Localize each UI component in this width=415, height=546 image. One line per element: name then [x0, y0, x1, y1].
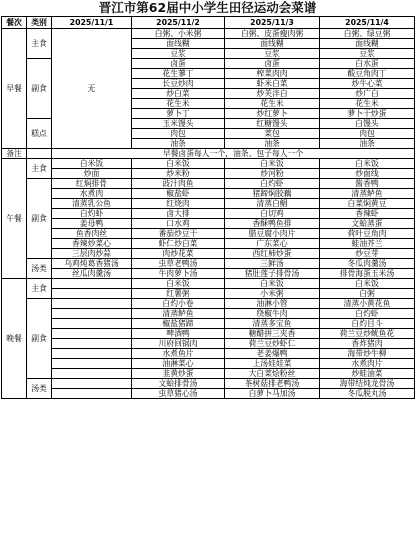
dish-cell: 白灼目斗: [320, 319, 415, 329]
dish-cell: 香辣炒菜心: [52, 239, 132, 249]
dish-cell: 酸豆角肉丁: [320, 69, 415, 79]
dish-cell: 豆浆: [132, 49, 225, 59]
dish-cell: 红焖排骨: [52, 179, 132, 189]
menu-title: 晋江市第62届中小学生田径运动会菜谱: [98, 0, 317, 15]
empty-cell: [52, 349, 132, 359]
empty-cell: [52, 359, 132, 369]
dish-cell: 海带炒牛柳: [320, 349, 415, 359]
dish-cell: 白灼小卷: [132, 299, 225, 309]
dish-cell: 肉包: [320, 129, 415, 139]
table-row: [2, 289, 415, 299]
dish-cell: 丝瓜肉羹汤: [52, 269, 132, 279]
dish-cell: 文蛤排骨汤: [132, 379, 225, 389]
dish-cell: 虾仁炒白菜: [132, 239, 225, 249]
dish-cell: 炒白菜: [132, 89, 225, 99]
dish-cell: 茶树菇排老鸭汤: [225, 379, 320, 389]
note-blank: [27, 149, 52, 159]
dish-cell: 猪蹄焖胶藕: [225, 189, 320, 199]
dish-cell: 三鲜汤: [225, 259, 320, 269]
dish-cell: 白粥、皮蛋瘦肉粥: [225, 29, 320, 39]
table-row: [2, 299, 415, 309]
dish-cell: 油条: [320, 139, 415, 149]
dish-cell: 白米饭: [320, 159, 415, 169]
dish-cell: 荷叶豆角肉: [320, 229, 415, 239]
dish-cell: 卤蛋: [225, 59, 320, 69]
header-date-3: 2025/11/3: [225, 17, 320, 29]
dish-cell: 炒面线: [320, 169, 415, 179]
dish-cell: 川府回锅肉: [132, 339, 225, 349]
dish-cell: 水煮肉片: [320, 359, 415, 369]
empty-cell: [52, 319, 132, 329]
dish-cell: 香辣虾: [320, 209, 415, 219]
empty-cell: [52, 279, 132, 289]
header-date-4: 2025/11/4: [320, 17, 415, 29]
dish-cell: 菜包: [225, 129, 320, 139]
table-row: [2, 209, 415, 219]
dinner-soup-label: 汤类: [27, 379, 52, 399]
empty-cell: [52, 389, 132, 399]
dish-cell: 玉米馒头: [132, 119, 225, 129]
dish-cell: 乌鸡炖葛香猪汤: [52, 259, 132, 269]
dish-cell: 红薯粥: [132, 289, 225, 299]
dish-cell: 花生米: [320, 99, 415, 109]
empty-cell: [52, 379, 132, 389]
dish-cell: 豆浆: [320, 49, 415, 59]
breakfast-staple-label: 主食: [27, 29, 52, 59]
dish-cell: 上汤娃娃菜: [225, 359, 320, 369]
dish-cell: 萝卜干炒蛋: [320, 109, 415, 119]
empty-cell: [52, 289, 132, 299]
dish-cell: 面线糊: [225, 39, 320, 49]
empty-cell: [52, 329, 132, 339]
breakfast-side-label: 副食: [27, 59, 52, 119]
dish-cell: 海带结炖龙骨汤: [320, 379, 415, 389]
table-row: [2, 379, 415, 389]
table-row: [2, 269, 415, 279]
table-row: [2, 239, 415, 249]
table-row: [2, 219, 415, 229]
dish-cell: 红烧肉: [132, 199, 225, 209]
table-row: [2, 229, 415, 239]
breakfast-label: 早餐: [2, 29, 27, 149]
table-row: [2, 369, 415, 379]
dish-cell: 姜母鸭: [52, 219, 132, 229]
table-row: [2, 259, 415, 269]
dish-cell: 韭黄炒蛋: [132, 369, 225, 379]
dish-cell: 清蒸小黄花鱼: [320, 299, 415, 309]
dish-cell: 豉汁肉鱼: [132, 179, 225, 189]
dish-cell: 老姜爆鸭: [225, 349, 320, 359]
dish-cell: 小米粥: [225, 289, 320, 299]
dish-cell: 榨菜肉肉: [225, 69, 320, 79]
dinner-staple-label: 主食: [27, 279, 52, 299]
dish-cell: 蛙油芥兰: [320, 239, 415, 249]
note-text: 早餐卤蛋每人一个，油条、包子每人一个: [52, 149, 415, 159]
dish-cell: 白米饭: [320, 279, 415, 289]
menu-table: [1, 16, 415, 399]
table-row: [2, 359, 415, 369]
dish-cell: 香炸猪肉: [320, 339, 415, 349]
empty-cell: [52, 369, 132, 379]
dish-cell: 肉包: [132, 129, 225, 139]
dish-cell: 炒牛心菜: [320, 79, 415, 89]
dish-cell: 酱香鸭: [320, 179, 415, 189]
dish-cell: 白灼虾: [225, 179, 320, 189]
lunch-label: 午餐: [2, 159, 27, 279]
dish-cell: 炒豆芽: [320, 249, 415, 259]
dish-cell: 油条: [225, 139, 320, 149]
lunch-staple-label: 主食: [27, 159, 52, 179]
table-row: [2, 29, 415, 39]
dish-cell: 绕椒牛肉: [225, 309, 320, 319]
dish-cell: 炒河粉: [225, 169, 320, 179]
dish-cell: 花生米: [225, 99, 320, 109]
table-row: [2, 329, 415, 339]
dish-cell: 文蛤蒸蛋: [320, 219, 415, 229]
dish-cell: 白米饭: [52, 159, 132, 169]
dish-cell: 油淋菜心: [132, 359, 225, 369]
table-row: [2, 159, 415, 169]
dish-cell: 大白菜烩粉丝: [225, 369, 320, 379]
dish-cell: 白粥: [320, 289, 415, 299]
dish-cell: 白粥、小米粥: [132, 29, 225, 39]
dish-cell: 花生米: [132, 99, 225, 109]
dish-cell: 椒盐虾: [132, 189, 225, 199]
dish-cell: 冬瓜肉羹汤: [320, 259, 415, 269]
dish-cell: 白米饭: [132, 159, 225, 169]
header-date-2: 2025/11/2: [132, 17, 225, 29]
dish-cell: 卤蛋: [132, 59, 225, 69]
header-row: [2, 17, 415, 29]
dish-cell: 排骨海蛋玉米汤: [320, 269, 415, 279]
table-row: [2, 349, 415, 359]
header-date-1: 2025/11/1: [52, 17, 132, 29]
dish-cell: 荷兰豆炒鱿鱼花: [320, 329, 415, 339]
table-row: [2, 249, 415, 259]
dish-cell: 炒广白: [320, 89, 415, 99]
dish-cell: 白菜焖黄豆: [320, 199, 415, 209]
dish-cell: 白水蛋: [320, 59, 415, 69]
table-row: [2, 169, 415, 179]
dish-cell: 肉炒花菜: [132, 249, 225, 259]
dish-cell: 清蒸鲈鱼: [132, 309, 225, 319]
dish-cell: 长豆炒肉: [132, 79, 225, 89]
dish-cell: 红糖馒头: [225, 119, 320, 129]
dish-cell: 白切鸡: [225, 209, 320, 219]
dish-cell: 卤大排: [132, 209, 225, 219]
header-category: 类别: [27, 17, 52, 29]
dish-cell: 炒米粉: [132, 169, 225, 179]
dish-cell: 清蒸鲈鱼: [320, 189, 415, 199]
dish-cell: 炒面: [52, 169, 132, 179]
dish-cell: 面线糊: [132, 39, 225, 49]
dish-cell: 啤酒鸭: [132, 329, 225, 339]
empty-cell: [52, 309, 132, 319]
dish-cell: 腊豆腐小肉片: [225, 229, 320, 239]
dish-cell: 油条: [132, 139, 225, 149]
dish-cell: 白萝卜马加汤: [225, 389, 320, 399]
dish-cell: 虾米白菜: [225, 79, 320, 89]
dish-cell: 面线糊: [320, 39, 415, 49]
dish-cell: 西红柿炒蛋: [225, 249, 320, 259]
dish-cell: 白米饭: [225, 279, 320, 289]
table-row: [2, 339, 415, 349]
table-row: [2, 389, 415, 399]
dish-cell: 鱼香肉丝: [52, 229, 132, 239]
dish-cell: 清蒸乳公鱼: [52, 199, 132, 209]
empty-cell: [52, 299, 132, 309]
lunch-side-label: 副食: [27, 179, 52, 259]
dish-cell: 炒红萝卜: [225, 109, 320, 119]
dish-cell: 白米饭: [225, 159, 320, 169]
table-row: [2, 279, 415, 289]
dish-cell: 白灼虾: [52, 209, 132, 219]
dish-cell: 花生蓼丁: [132, 69, 225, 79]
dish-cell: 油淋小管: [225, 299, 320, 309]
dish-cell: 白米饭: [132, 279, 225, 289]
dish-cell: 清蒸白鲳: [225, 199, 320, 209]
dish-cell: 冬瓜脱丸汤: [320, 389, 415, 399]
dish-cell: 清蒸多宝鱼: [225, 319, 320, 329]
dish-cell: 炒蛙油菜: [320, 369, 415, 379]
dinner-side-label: 副食: [27, 299, 52, 379]
note-label: 备注: [2, 149, 27, 159]
dish-cell: 香酥鸭鱼排: [225, 219, 320, 229]
dish-cell: 糖醋拼三夹香: [225, 329, 320, 339]
dish-cell: 白灼虾: [320, 309, 415, 319]
dish-cell: 椒盐猪蹄: [132, 319, 225, 329]
dish-cell: 口水鸡: [132, 219, 225, 229]
dish-cell: 三层肉炒蒜: [52, 249, 132, 259]
dish-cell: 豆浆: [225, 49, 320, 59]
header-meal: 餐次: [2, 17, 27, 29]
table-row: [2, 319, 415, 329]
dish-cell: 炒芙泮白: [225, 89, 320, 99]
table-row: [2, 179, 415, 189]
dish-cell: 猪肚莲子排骨汤: [225, 269, 320, 279]
table-row: [2, 189, 415, 199]
table-row: [2, 199, 415, 209]
dish-cell: 番茄炒豆干: [132, 229, 225, 239]
dish-cell: 水煮鱼片: [132, 349, 225, 359]
dish-cell: 白馒头: [320, 119, 415, 129]
dinner-label: 晚餐: [2, 279, 27, 399]
dish-cell: 虫草猪心汤: [132, 389, 225, 399]
dish-cell: 白粥、绿豆粥: [320, 29, 415, 39]
table-row: [2, 309, 415, 319]
empty-cell: [52, 339, 132, 349]
dish-cell: 虫草老鸭汤: [132, 259, 225, 269]
dish-cell: 牛肉萝卜汤: [132, 269, 225, 279]
note-row: [2, 149, 415, 159]
dish-cell: 萝卜丁: [132, 109, 225, 119]
no-menu-cell: 无: [52, 29, 132, 149]
dish-cell: 荷兰豆炒虾仁: [225, 339, 320, 349]
dish-cell: 广东菜心: [225, 239, 320, 249]
lunch-soup-label: 汤类: [27, 259, 52, 279]
breakfast-pastry-label: 糕点: [27, 119, 52, 149]
menu-table-body: [2, 17, 415, 399]
dish-cell: 水煮肉: [52, 189, 132, 199]
